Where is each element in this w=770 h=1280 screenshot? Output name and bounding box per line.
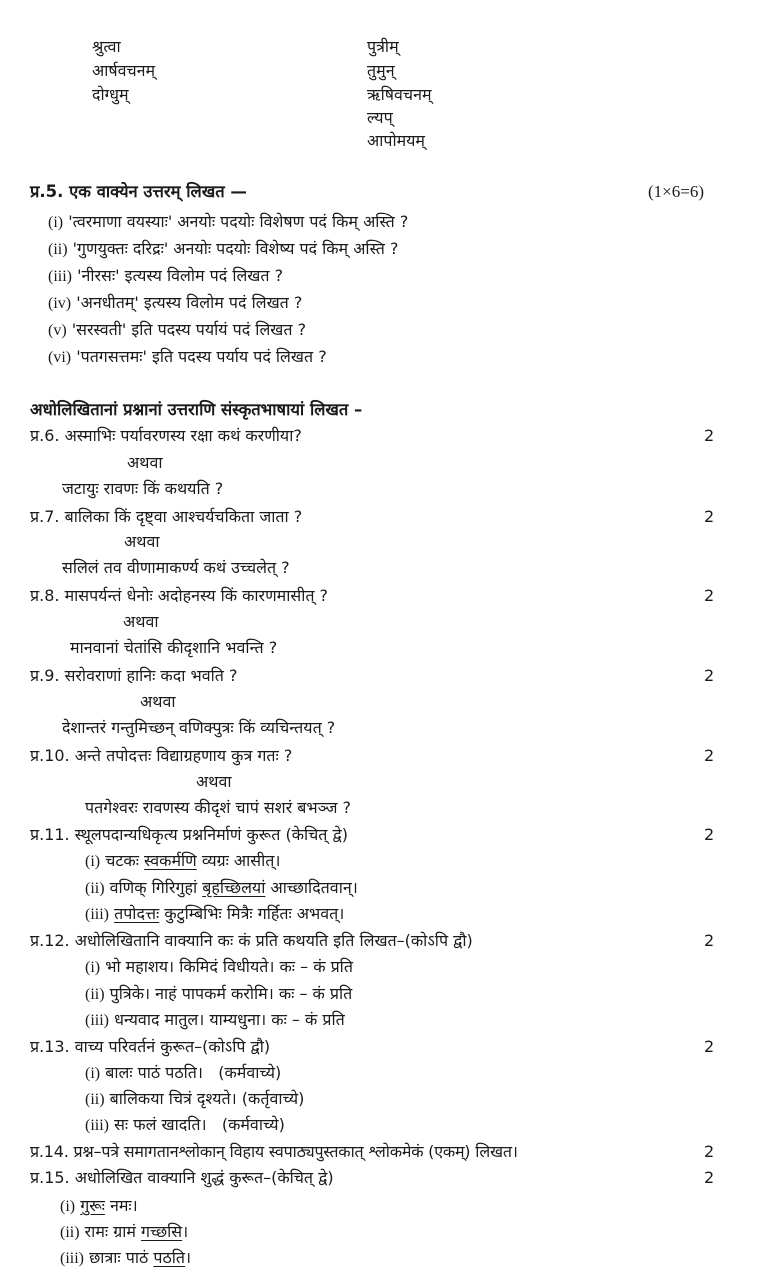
match-right-4: ल्यप् [367,108,393,127]
question-label: प्र.6. [30,426,60,445]
item-text: 'नीरसः' इत्यस्य विलोम पदं लिखत ? [77,266,284,285]
alt-question: जटायुः रावणः किं कथयति ? [62,479,224,498]
q5-item [48,346,327,369]
question [30,665,237,687]
item-post: आच्छादितवान्। [265,878,358,897]
item-text: धन्यवाद मातुल। याम्यधुना। कः – कं प्रति [114,1010,345,1029]
question-15 [30,1167,334,1189]
question-marks: 2 [704,1142,715,1161]
item-num: (ii) [85,880,105,897]
q12-item [85,956,353,979]
q11-item [85,877,358,900]
question-label: प्र.8. [30,586,60,605]
item-num: (iii) [85,1012,109,1029]
q5-item [48,238,399,261]
question-label: प्र.14. [30,1142,69,1161]
item-num: (ii) [48,241,68,258]
question [30,585,328,607]
or-label: अथवा [124,532,160,551]
item-num: (v) [48,322,67,339]
item-text: 'त्वरमाणा वयस्याः' अनयोः पदयोः विशेषण पदं किम् अस्ति ? [68,212,409,231]
match-right-2: तुमुन् [367,61,395,80]
item-post: कुटुम्बिभिः मित्रैः गर्हितः अभवत्। [159,904,345,923]
item-num: (i) [60,1198,76,1215]
underlined-word: गुरूः [80,1196,105,1215]
q13-item [85,1062,281,1085]
voice-hint: (कर्तृवाच्ये) [241,1089,305,1108]
q5-heading: प्र.5. एक वाक्येन उत्तरम् लिखत — [30,182,247,201]
item-pre: चटकः [105,851,145,870]
question-marks: 2 [704,666,715,685]
item-pre: रामः ग्रामं [84,1222,142,1241]
question-text: सरोवराणां हानिः कदा भवति ? [64,666,238,685]
underlined-word: बृहच्छिलयां [202,878,266,897]
voice-hint: (कर्मवाच्ये) [218,1063,282,1082]
q12-item [85,983,352,1006]
q12-item [85,1009,345,1032]
match-left-1: श्रुत्वा [92,37,121,56]
question-text: स्थूलपदान्यधिकृत्य प्रश्ननिर्माणं कुरूत (केचित् द्वे) [74,825,348,844]
section-heading: अधोलिखितानां प्रश्नानां उत्तराणि संस्कृतभाषायां लिखत – [30,400,363,419]
alt-question: देशान्तरं गन्तुमिच्छन् वणिक्पुत्रः किं व्यचिन्तयत् ? [62,718,336,737]
item-text: 'पतगसत्तमः' इति पदस्य पर्याय पदं लिखत ? [76,347,327,366]
or-label: अथवा [140,692,176,711]
alt-question: सलिलं तव वीणामाकर्ण्य कथं उच्चलेत् ? [62,558,290,577]
item-num: (vi) [48,349,72,366]
q15-item [60,1247,191,1270]
question-text: मासपर्यन्तं धेनोः अदोहनस्य किं कारणमासीत् ? [64,586,329,605]
question-marks: 2 [704,746,715,765]
match-left-3: दोग्धुम् [92,85,129,104]
underlined-word: पठति [153,1248,186,1267]
question-marks: 2 [704,507,715,526]
question-text: प्रश्न–पत्रे समागतानश्लोकान् विहाय स्वपाठ्यपुस्तकात् श्लोकमेकं (एकम्) लिखत। [73,1142,518,1161]
question-text: अन्ते तपोदत्तः विद्याग्रहणाय कुत्र गतः ? [74,746,293,765]
alt-question: मानवानां चेतांसि कीदृशानि भवन्ति ? [70,638,278,657]
item-text: 'सरस्वती' इति पदस्य पर्यायं पदं लिखत ? [71,320,307,339]
item-post: नमः। [104,1196,138,1215]
q15-item [60,1221,188,1244]
question-12 [30,930,473,952]
item-num: (i) [85,1065,101,1082]
match-right-1: पुत्रीम् [367,37,399,56]
question-13 [30,1036,270,1058]
question-marks: 2 [704,825,715,844]
question-text: अधोलिखितानि वाक्यानि कः कं प्रति कथयति इति लिखत–(कोऽपि द्वौ) [74,931,473,950]
item-text: भो महाशय। किमिदं विधीयते। कः – कं प्रति [105,957,353,976]
question-text: अस्माभिः पर्यावरणस्य रक्षा कथं करणीया? [64,426,302,445]
q5-item [48,211,408,234]
item-text: सः फलं खादति। [114,1115,207,1134]
q5-item [48,292,302,315]
question-marks: 2 [704,1168,715,1187]
q11-item [85,903,344,926]
item-num: (iii) [85,1117,109,1134]
alt-question: पतगेश्वरः रावणस्य कीदृशं चापं सशरं बभञ्ज ? [85,798,352,817]
item-num: (iii) [60,1250,84,1267]
q15-item [60,1195,138,1218]
item-post: । [182,1222,189,1241]
or-label: अथवा [196,772,232,791]
question-marks: 2 [704,426,715,445]
question-label: प्र.11. [30,825,70,844]
question-text: बालिका किं दृष्ट्वा आश्चर्यचकिता जाता ? [64,507,303,526]
question-text: वाच्य परिवर्तनं कुरूत–(कोऽपि द्वौ) [74,1037,271,1056]
question [30,745,292,767]
question-marks: 2 [704,586,715,605]
item-num: (i) [48,214,64,231]
question-label: प्र.12. [30,931,70,950]
q5-marks: (1×6=6) [648,182,704,201]
item-text: बालिकया चित्रं दृश्यते। [109,1089,237,1108]
item-text: 'अनधीतम्' इत्यस्य विलोम पदं लिखत ? [76,293,303,312]
item-text: पुत्रिके। नाहं पापकर्म करोमि। कः – कं प्रति [109,984,353,1003]
item-pre: वणिक् गिरिगुहां [109,878,203,897]
match-right-3: ऋषिवचनम् [367,85,432,104]
underlined-word: स्वकर्मणि [144,851,197,870]
item-num: (iv) [48,295,72,312]
match-left-2: आर्षवचनम् [92,61,156,80]
match-right-5: आपोमयम् [367,131,426,150]
or-label: अथवा [123,612,159,631]
voice-hint: (कर्मवाच्ये) [221,1115,285,1134]
q13-item [85,1114,285,1137]
question-text: अधोलिखित वाक्यानि शुद्धं कुरूत–(केचित् द्वे) [74,1168,334,1187]
underlined-word: तपोदत्तः [114,904,160,923]
item-num: (ii) [85,986,105,1003]
question-label: प्र.15. [30,1168,70,1187]
q5-item [48,319,306,342]
question-marks: 2 [704,1037,715,1056]
q11-item [85,850,280,873]
question-label: प्र.9. [30,666,60,685]
item-text: 'गुणयुक्तः दरिद्रः' अनयोः पदयोः विशेष्य पदं किम् अस्ति ? [72,239,399,258]
underlined-word: गच्छसि [141,1222,183,1241]
question [30,425,302,447]
item-num: (ii) [60,1224,80,1241]
item-num: (i) [85,853,101,870]
question [30,506,302,528]
item-num: (ii) [85,1091,105,1108]
item-num: (iii) [85,906,109,923]
q5-item [48,265,283,288]
item-num: (iii) [48,268,72,285]
item-post: । [185,1248,192,1267]
question-label: प्र.7. [30,507,60,526]
question-11 [30,824,348,846]
item-post: व्यग्रः आसीत्। [196,851,281,870]
question-marks: 2 [704,931,715,950]
or-label: अथवा [127,453,163,472]
item-num: (i) [85,959,101,976]
question-14 [30,1141,518,1163]
item-text: बालः पाठं पठति। [105,1063,203,1082]
question-label: प्र.13. [30,1037,70,1056]
question-label: प्र.10. [30,746,70,765]
item-pre: छात्राः पाठं [89,1248,154,1267]
q13-item [85,1088,304,1111]
